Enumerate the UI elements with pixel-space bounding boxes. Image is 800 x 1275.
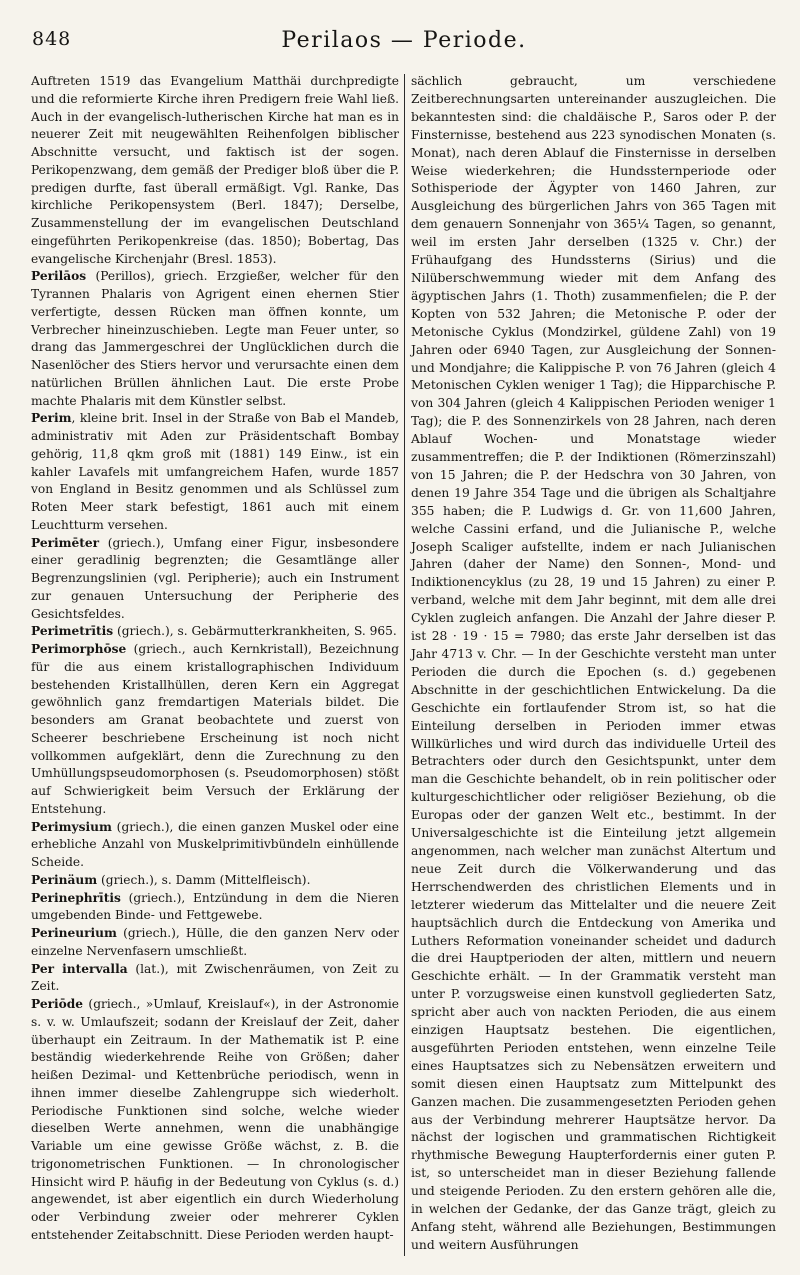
entry-text: sächlich gebraucht, um verschiedene Zeitberechnungsarten untereinander auszugleichen. Die bekanntesten sind: die chaldäische P., Saros oder P. der Finsternisse, bestehend aus 223 synodischen Monaten (s. Monat), nach deren Ablauf die Finsternisse in derselben Weise wiederkehren; die Hundssternperiode oder Sothisperiode der Ägypter von 1460 Jahren, zur Ausgleichung des bürgerlichen Jahrs von 365 Tagen mit dem genauern Sonnenjahr von 365¼ Tagen, so genannt, weil im ersten Jahr derselben (1325 v. Chr.) der Frühaufgang des Hundssterns (Sirius) und die Nilüberschwemmung wieder mit dem Anfang des ägyptischen Jahrs (1. Thoth) zusammenfielen; die P. der Kopten von 532 Jahren; die Metonische P. oder der Metonische Cyklus (Mondzirkel, güldene Zahl) von 19 Jahren oder 6940 Tagen, zur Ausgleichung der Sonnen- und Mondjahre; die Kalippische P. von 76 Jahren (gleich 4 Metonischen Cyklen weniger 1 Tag); die Hipparchische P. von 304 Jahren (gleich 4 Kalippischen Perioden weniger 1 Tag); die P. des Sonnenzirkels von 28 Jahren, nach deren Ablauf Wochen- und Monatstage wieder zusammentreffen; die P. der Indiktionen (Römerzinszahl) von 15 Jahren; die P. der Hedschra von 30 Jahren, von denen 19 Jahre 354 Tage und die übrigen als Schaltjahre 355 haben; die P. Ludwigs d. Gr. von 11,600 Jahren, welche Cassini erfand, und die Julianische P., welche Joseph Scaliger aufstellte, indem er nach Julianischen Jahren (daher der Name) den Sonnen-, Mond- und Indiktionencyklus (zu 28, 19 und 15 Jahren) zu einer P. verband, welche mit dem Jahr beginnt, mit dem alle drei Cyklen zugleich anfangen. Die Anzahl der Jahre dieser P. ist 28 · 19 · 15 = 7980; das erste Jahr derselben ist das Jahr 4713 v. Chr. — In der Geschichte versteht man unter Perioden die durch die Epochen (s. d.) gegebenen Abschnitte in der geschichtlichen Entwickelung. Da die Geschichte ein fortlaufender Strom ist, so hat die Einteilung derselben in Perioden immer etwas Willkürliches und wird durch das individuelle Urteil des Betrachters oder durch den Gesichtspunkt, unter dem man die Geschichte behandelt, ob in rein politischer oder kulturgeschichtlicher oder religiöser Beziehung, ob die Europas oder der ganzen Welt etc., bestimmt. In der Universalgeschichte ist die Einteilung jetzt allgemein angenommen, nach welcher man zunächst Altertum und neue Zeit durch die Völkerwanderung und das Herrschendwerden des christlichen Elements und in letzterer wiederum das Mittelalter und die neuere Zeit hauptsächlich durch die Entdeckung von Amerika und Luthers Reformation voneinander scheidet und dadurch die drei Hauptperioden der alten, mittlern und neuern Geschichte erhält. — In der Grammatik versteht man unter P. vorzugsweise einen kunstvoll gegliederten Satz, spricht aber auch von nackten Perioden, die aus einem einzigen Hauptsatz bestehen. Die eigentlichen, ausgeführten Perioden entstehen, wenn einzelne Teile eines Hauptsatzes sich zu Nebensätzen erweitern und somit diesen einen Hauptsatz zum Mittelpunkt des Ganzen machen. Die zusammengesetzten Perioden gehen aus der Verbindung mehrerer Hauptsätze hervor. Da nächst der logischen und grammatischen Richtigkeit rhythmische Bewegung Haupterfordernis einer guten P. ist, so unterscheidet man in dieser Beziehung fallende und steigende Perioden. Zu den erstern gehören alle die, in welchen der Gedanke, der das Ganze trägt, gleich zu Anfang steht, während alle Beziehungen, Bestimmungen und weitern Ausführungen [411, 74, 776, 1252]
entry-text: (griech.), s. Gebärmutterkrankheiten, S. 965. [113, 624, 397, 639]
entry-headword: Perineurium [31, 926, 117, 940]
entry-perimetritis [31, 623, 399, 641]
entry-text: (Perillos), griech. Erzgießer, welcher für den Tyrannen Phalaris von Agrigent einen ehernen Stier verfertigte, dessen Rücken man öffnen konnte, um Verbrecher hineinzuschieben. Legte man Feuer unter, so drang das Jammergeschrei der Unglücklichen durch die Nasenlöcher des Stiers hervor und verursachte einen dem natürlichen Brüllen ähnlichen Laut. Die erste Probe machte Phalaris mit dem Künstler selbst. [31, 269, 399, 408]
entry-text: (griech.), die einen ganzen Muskel oder eine erhebliche Anzahl von Muskelprimitivbündeln einhüllende Scheide. [31, 819, 399, 869]
entry-text: , kleine brit. Insel in der Straße von Bab el Mandeb, administrativ mit Aden zur Präsidentschaft Bombay gehörig, 11,8 qkm groß mit (1881) 149 Einw., ist ein kahler Lavafels mit umfangreichem Hafen, wurde 1857 von England in Besitz genommen und als Schlüssel zum Roten Meer stark befestigt, 1861 auch mit einem Leuchtturm versehen. [31, 411, 399, 532]
column-divider [404, 74, 405, 1256]
entry-headword: Periōde [31, 997, 84, 1011]
entry-text: (griech.), s. Damm (Mittelfleisch). [97, 872, 311, 887]
entry-text: (griech.), Hülle, die den ganzen Nerv oder einzelne Nervenfasern umschließt. [31, 926, 399, 958]
entry-text: (griech., »Umlauf, Kreislauf«), in der Astronomie s. v. w. Umlaufszeit; sodann der Kreislauf der Zeit, daher überhaupt ein Zeitraum. In der Mathematik ist P. eine beständig wiederkehrende Reihe von Größen; daher heißen Dezimal- und Kettenbrüche periodisch, wenn in ihnen immer dieselbe Zahlengruppe sich wiederholt. Periodische Funktionen sind solche, welche wieder dieselben Werte annehmen, wenn die unabhängige Variable um eine gewisse Größe wächst, z. B. die trigonometrischen Funktionen. — In chronologischer Hinsicht wird P. häufig in der Bedeutung von Cyklus (s. d.) angewendet, ist aber eigentlich ein durch Wiederholung oder Verbindung zweier oder mehrerer Cyklen entstehender Zeitabschnitt. Diese Perioden werden haupt- [31, 997, 399, 1242]
entry-headword: Perim [31, 411, 72, 426]
entry-text: (griech.), Umfang einer Figur, insbesondere einer geradlinig begrenzten; die Gesamtlänge aller Begrenzungslinien (vgl. Peripherie); auch ein Instrument zur genauen Untersuchung der Peripherie des Gesichtsfeldes. [31, 535, 399, 621]
entry-text: (griech., auch Kernkristall), Bezeichnung für die aus einem kristallographischen Individuum bestehenden Kristallhüllen, deren Kern ein Aggregat gewöhnlich ganz fremdartigen Materials bildet. Die besonders am Granat beobachtete und zuerst von Scheerer beschriebene Erscheinung ist noch nicht vollkommen aufgeklärt, denn die Zurechnung zu den Umhüllungspseudomorphosen (s. Pseudomorphosen) stößt auf Schwierigkeit beim Versuch der Erklärung der Entstehung. [31, 642, 399, 816]
entry-perikopen-continuation [31, 73, 399, 268]
right-column [411, 73, 776, 1255]
left-column [31, 73, 399, 1245]
running-title: Perilaos — Periode. [281, 28, 527, 53]
entry-perim [31, 410, 399, 534]
entry-perineurium [31, 925, 399, 961]
entry-perimysium [31, 819, 399, 872]
entry-periode [31, 996, 399, 1245]
entry-perimorphose [31, 641, 399, 819]
entry-per-intervalla [31, 961, 399, 997]
entry-perimeter [31, 535, 399, 624]
entry-text: Auftreten 1519 das Evangelium Matthäi durchpredigte und die reformierte Kirche ihren Predigern freie Wahl ließ. Auch in der evangelisch-lutherischen Kirche hat man es in neuerer Zeit mit neugewählten Reihenfolgen biblischer Abschnitte versucht, und faktisch ist der sogen. Perikopenzwang, dem gemäß der Prediger bloß über die P. predigen durfte, fast überall ermäßigt. Vgl. Ranke, Das kirchliche Perikopensystem (Berl. 1847); Derselbe, Zusammenstellung der im evangelischen Deutschland eingeführten Perikopenkreise (das. 1850); Bobertag, Das evangelische Kirchenjahr (Bresl. 1853). [31, 74, 399, 266]
entry-headword: Per intervalla [31, 961, 128, 976]
entry-headword: Perinephrītis [31, 890, 121, 905]
entry-text: (lat.), mit Zwischenräumen, von Zeit zu Zeit. [31, 961, 399, 994]
entry-headword: Perimetrītis [31, 624, 114, 639]
entry-headword: Perimēter [31, 535, 100, 550]
entry-headword: Perilāos [31, 269, 87, 284]
entry-perinaeum [31, 872, 399, 890]
page-header [30, 24, 778, 58]
entry-perilaos [31, 268, 399, 410]
entry-periode-continuation [411, 73, 776, 1255]
page-number: 848 [32, 28, 72, 50]
entry-headword: Perimorphōse [31, 642, 127, 656]
entry-text: (griech.), Entzündung in dem die Nieren umgebenden Binde- und Fettgewebe. [31, 890, 399, 923]
entry-headword: Perimysium [31, 819, 112, 834]
entry-headword: Perinäum [31, 872, 98, 887]
entry-perinephritis [31, 890, 399, 926]
